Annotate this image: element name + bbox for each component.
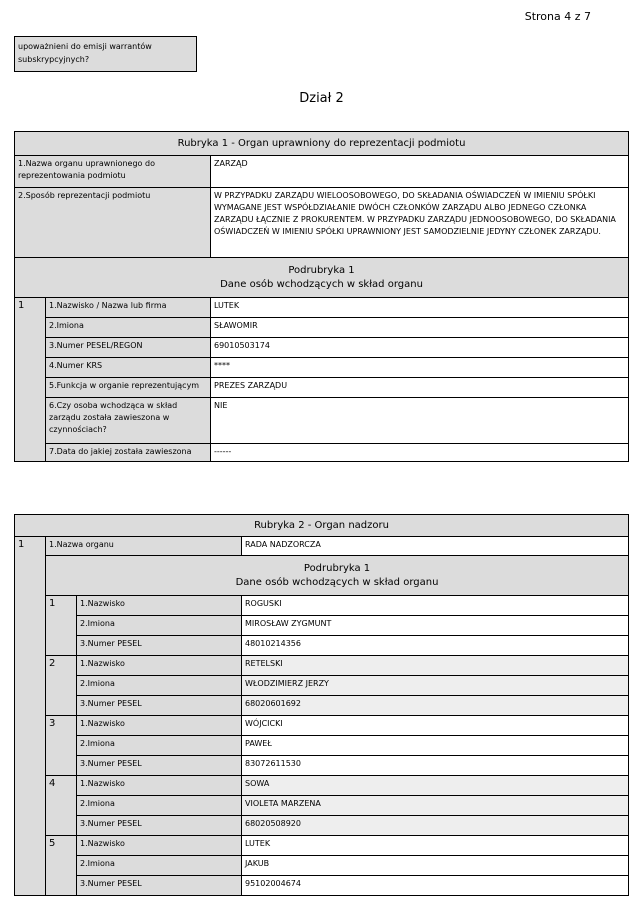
organ-name-value: ZARZĄD	[211, 156, 629, 188]
field-value: 69010503174	[211, 338, 629, 358]
supervisory-organ-label: 1.Nazwa organu	[46, 537, 242, 556]
field-label: 4.Numer KRS	[46, 358, 211, 378]
member-names-label: 2.Imiona	[77, 856, 242, 876]
member-pesel-label: 3.Numer PESEL	[77, 696, 242, 716]
member-index: 1	[46, 596, 77, 656]
member-pesel: 68020601692	[242, 696, 629, 716]
person-index: 1	[15, 298, 46, 462]
field-label: 2.Imiona	[46, 318, 211, 338]
field-label: 3.Numer PESEL/REGON	[46, 338, 211, 358]
field-label: 7.Data do jakiej została zawieszona	[46, 444, 211, 462]
page-number: Strona 4 z 7	[524, 10, 591, 23]
podrubryka-2-title: Podrubryka 1	[303, 562, 371, 574]
organ-name-label: 1.Nazwa organu uprawnionego do reprezentowania podmiotu	[15, 156, 211, 188]
member-names: WŁODZIMIERZ JERZY	[242, 676, 629, 696]
podrubryka-1-title: Podrubryka 1	[288, 264, 355, 276]
member-surname-label: 1.Nazwisko	[77, 596, 242, 616]
member-index: 2	[46, 656, 77, 716]
rubryka-2-table	[14, 514, 629, 896]
field-label: 1.Nazwisko / Nazwa lub firma	[46, 298, 211, 318]
member-surname: ROGUSKI	[242, 596, 629, 616]
field-label: 6.Czy osoba wchodząca w skład zarządu została zawieszona w czynnościach?	[46, 398, 211, 444]
member-surname: LUTEK	[242, 836, 629, 856]
podrubryka-2-header	[46, 556, 629, 596]
representation-method-value: W PRZYPADKU ZARZĄDU WIELOOSOBOWEGO, DO SKŁADANIA OŚWIADCZEŃ W IMIENIU SPÓŁKI WYMAGANE JEST WSPÓŁDZIAŁANIE DWÓCH CZŁONKÓW ZARZĄDU ALBO JEDNEGO CZŁONKA ZARZĄDU ŁĄCZNIE Z PROKURENTEM. W PRZYPADKU ZARZĄDU JEDNOOSOBOWEGO, DO SKŁADANIA OŚWIADCZEŃ W IMIENIU SPÓŁKI UPRAWNIONY JEST SAMODZIELNIE JEDYNY CZŁONEK ZARZĄDU.	[211, 188, 629, 258]
continued-question-box: upoważnieni do emisji warrantów subskrypcyjnych?	[14, 36, 197, 72]
podrubryka-2-subtitle: Dane osób wchodzących w skład organu	[235, 576, 439, 588]
member-surname-label: 1.Nazwisko	[77, 716, 242, 736]
organ-index: 1	[15, 537, 46, 896]
member-surname: WÓJCICKI	[242, 716, 629, 736]
representation-method-label: 2.Sposób reprezentacji podmiotu	[15, 188, 211, 258]
member-names: PAWEŁ	[242, 736, 629, 756]
field-value: ------	[211, 444, 629, 462]
member-index: 3	[46, 716, 77, 776]
field-label: 5.Funkcja w organie reprezentującym	[46, 378, 211, 398]
podrubryka-1-header	[15, 258, 629, 298]
field-value: LUTEK	[211, 298, 629, 318]
member-pesel-label: 3.Numer PESEL	[77, 636, 242, 656]
member-pesel: 83072611530	[242, 756, 629, 776]
member-surname: SOWA	[242, 776, 629, 796]
field-value: PREZES ZARZĄDU	[211, 378, 629, 398]
field-value: SŁAWOMIR	[211, 318, 629, 338]
section-title: Dział 2	[299, 91, 344, 106]
member-names: VIOLETA MARZENA	[242, 796, 629, 816]
member-surname-label: 1.Nazwisko	[77, 836, 242, 856]
member-index: 4	[46, 776, 77, 836]
member-names: MIROSŁAW ZYGMUNT	[242, 616, 629, 636]
rubryka-1-title: Rubryka 1 - Organ uprawniony do reprezentacji podmiotu	[15, 132, 629, 156]
member-pesel-label: 3.Numer PESEL	[77, 816, 242, 836]
member-names-label: 2.Imiona	[77, 616, 242, 636]
supervisory-organ-value: RADA NADZORCZA	[242, 537, 629, 556]
member-pesel: 68020508920	[242, 816, 629, 836]
rubryka-2-title: Rubryka 2 - Organ nadzoru	[15, 515, 629, 537]
podrubryka-1-subtitle: Dane osób wchodzących w skład organu	[220, 278, 423, 290]
member-names-label: 2.Imiona	[77, 736, 242, 756]
field-value: NIE	[211, 398, 629, 444]
field-value: ****	[211, 358, 629, 378]
member-names-label: 2.Imiona	[77, 676, 242, 696]
member-surname: RETELSKI	[242, 656, 629, 676]
member-index: 5	[46, 836, 77, 896]
member-names-label: 2.Imiona	[77, 796, 242, 816]
member-names: JAKUB	[242, 856, 629, 876]
member-pesel-label: 3.Numer PESEL	[77, 876, 242, 896]
member-pesel: 48010214356	[242, 636, 629, 656]
rubryka-1-table	[14, 131, 629, 462]
member-surname-label: 1.Nazwisko	[77, 656, 242, 676]
member-pesel: 95102004674	[242, 876, 629, 896]
member-pesel-label: 3.Numer PESEL	[77, 756, 242, 776]
member-surname-label: 1.Nazwisko	[77, 776, 242, 796]
